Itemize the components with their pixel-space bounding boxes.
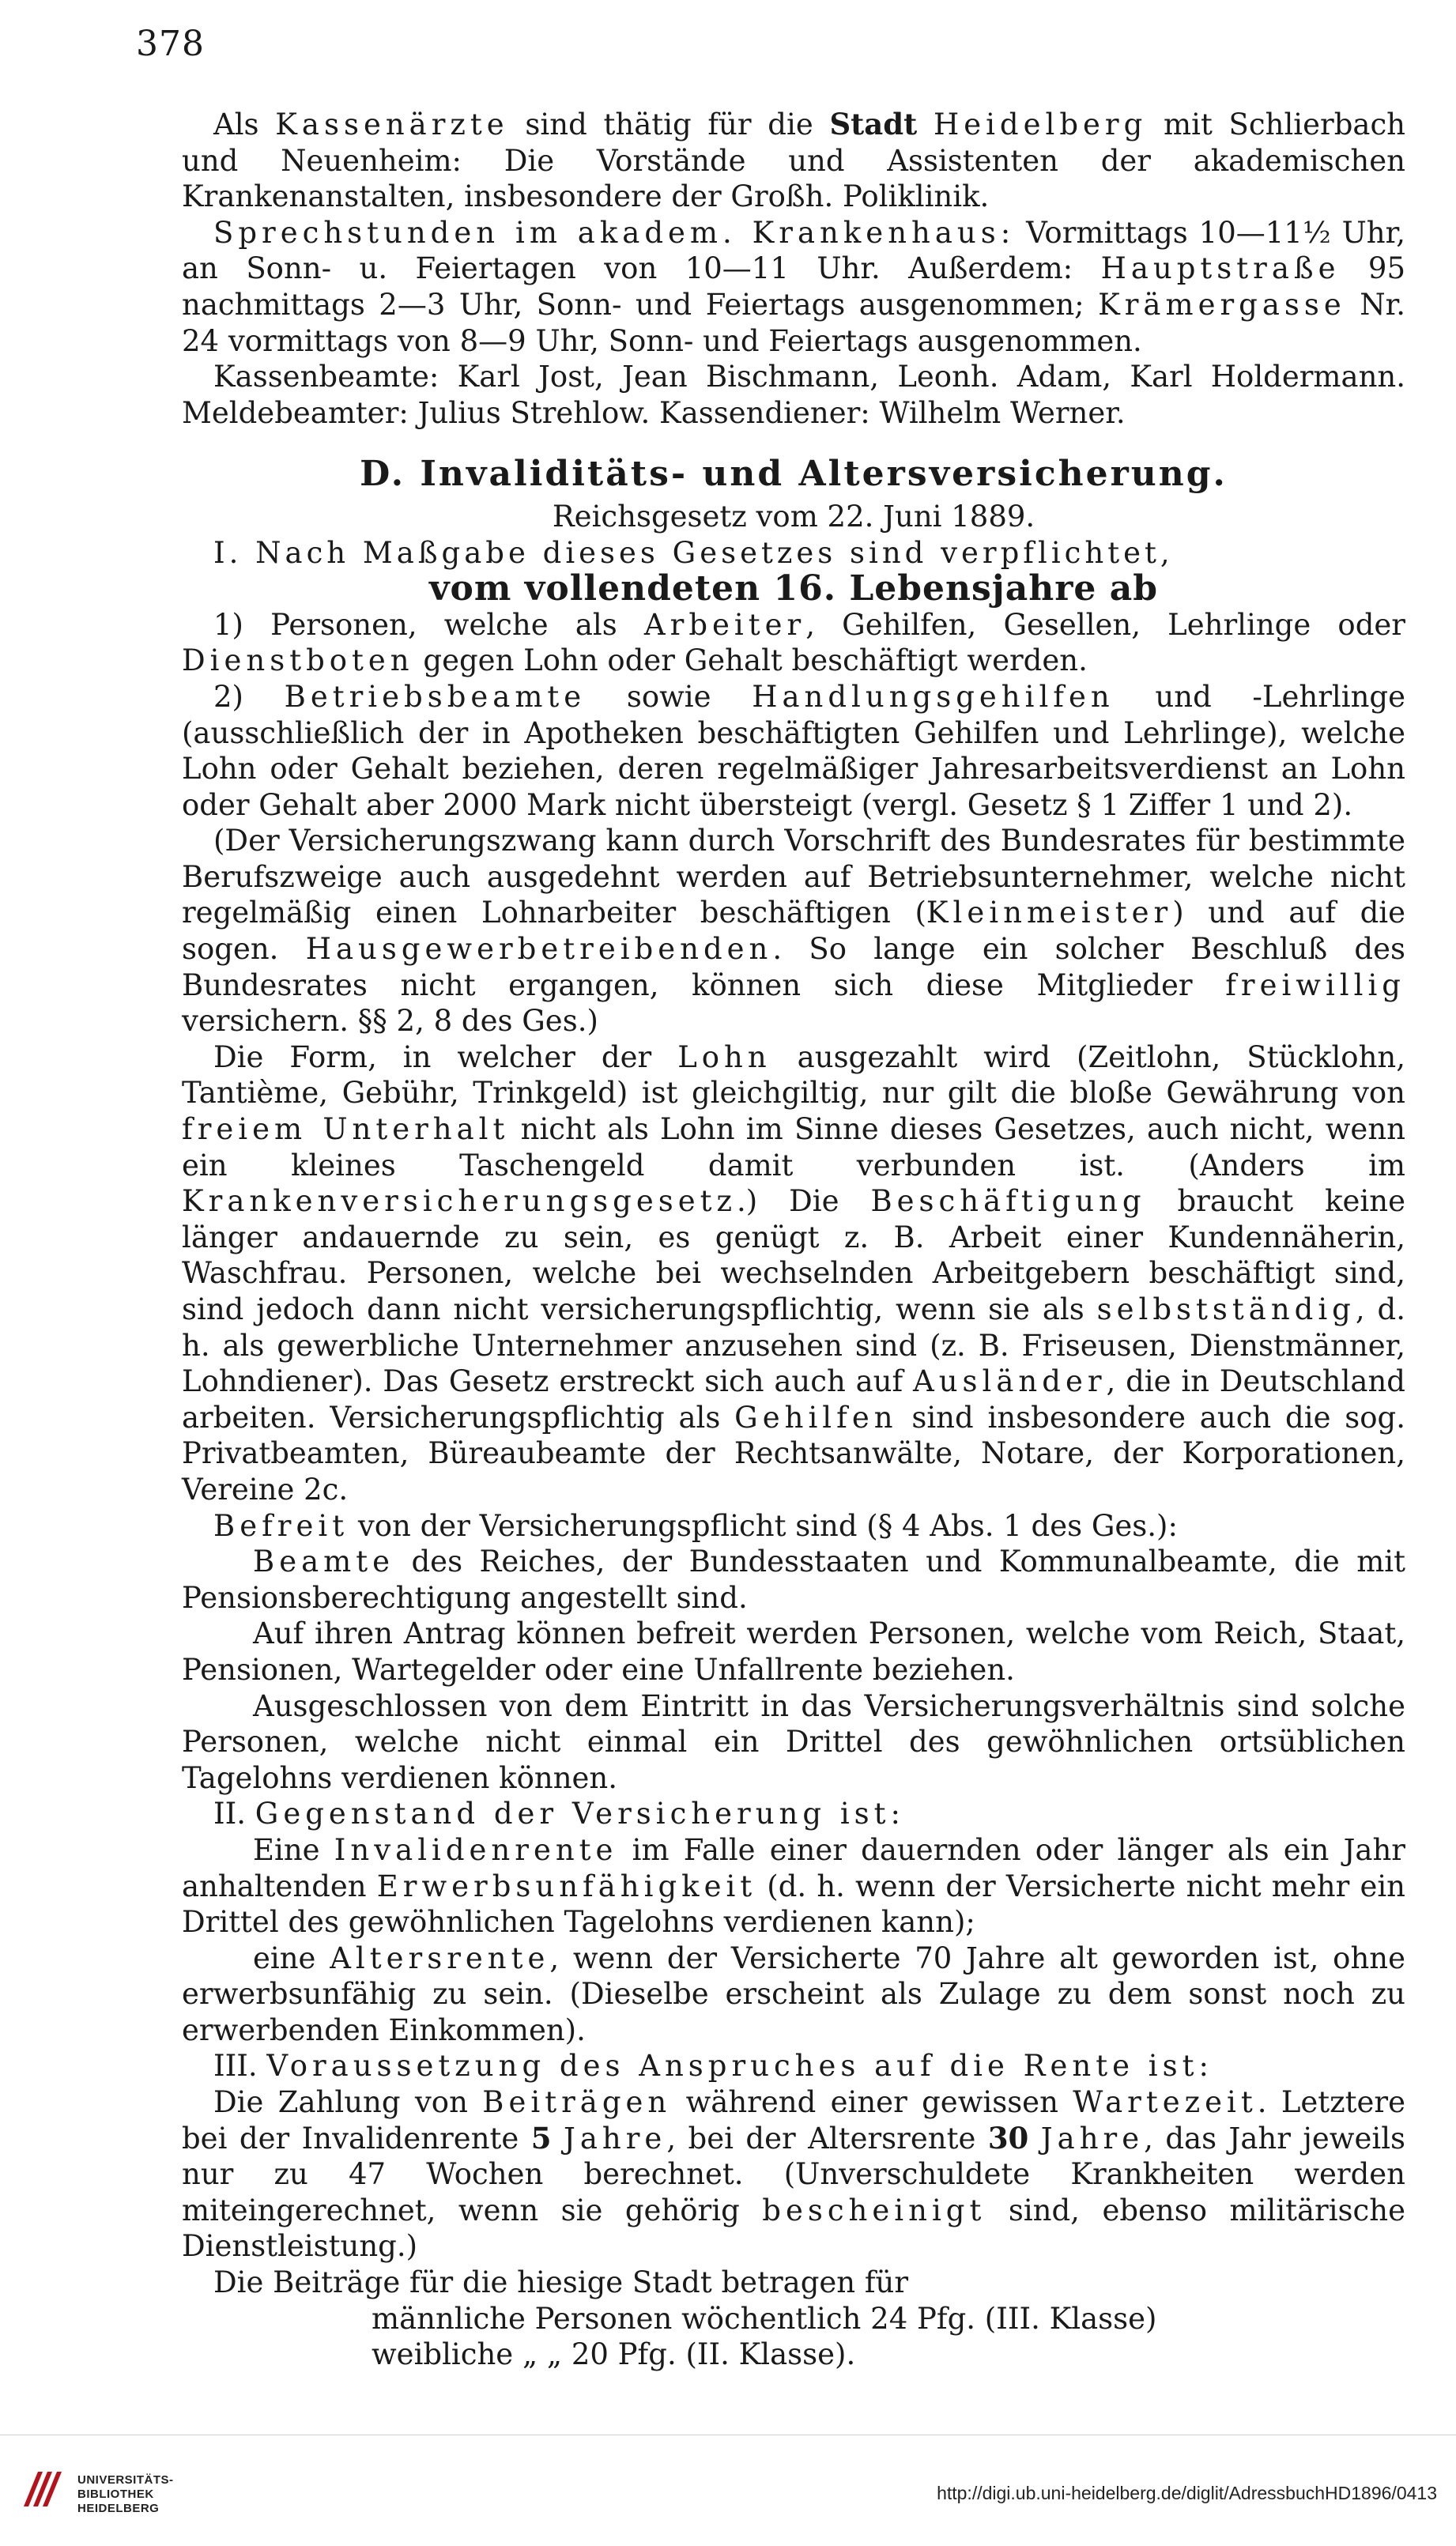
rate-line-female: weibliche „ „ 20 Pfg. (II. Klasse). xyxy=(372,2337,856,2372)
insurance-paragraph: 1) Personen, welche als Arbeiter, Gehilfen, Gesellen, Lehrlinge oder Dienstboten gegen Lohn oder Gehalt beschäftigt werden. xyxy=(182,607,1405,678)
insurance-paragraph: eine Altersrente, wenn der Versicherte 70 Jahre alt geworden ist, ohne erwerbsunfähig zu sein. (Dieselbe erscheint als Zulage zu dem sonst noch zu erwerbenden Einkommen). xyxy=(182,1941,1405,2047)
kasse-paragraph: Als Kassenärzte sind thätig für die Stadt Heidelberg mit Schlierbach und Neuenheim: Die Vorstände und Assistenten der akademischen Krankenanstalten, insbesondere der Großh. Poliklinik. xyxy=(182,107,1405,214)
source-url-link[interactable]: http://digi.ub.uni-heidelberg.de/diglit/AdressbuchHD1896/0413 xyxy=(937,2483,1437,2503)
page-content xyxy=(182,107,1405,2373)
insurance-paragraph: Auf ihren Antrag können befreit werden Personen, welche vom Reich, Staat, Pensionen, Wartegelder oder eine Unfallrente beziehen. xyxy=(182,1616,1405,1687)
footer-bar xyxy=(0,2435,1456,2546)
kasse-paragraph: Kassenbeamte: Karl Jost, Jean Bischmann, Leonh. Adam, Karl Holdermann. Meldebeamter: Julius Strehlow. Kassendiener: Wilhelm Werner. xyxy=(182,360,1405,430)
kasse-paragraph: Sprechstunden im akadem. Krankenhaus: Vormittags 10—11½ Uhr, an Sonn- u. Feiertagen von 10—11 Uhr. Außerdem: Hauptstraße 95 nachmittags 2—3 Uhr, Sonn- und Feiertags ausgenommen; Krämergasse Nr. 24 vormittags von 8—9 Uhr, Sonn- und Feiertags ausgenommen. xyxy=(182,215,1406,358)
insurance-paragraph: 2) Betriebsbeamte sowie Handlungsgehilfen und -Lehrlinge (ausschließlich der in Apotheken beschäftigten Gehilfen und Lehrlinge), welche Lohn oder Gehalt beziehen, deren regelmäßiger Jahresarbeitsverdienst an Lohn oder Gehalt aber 2000 Mark nicht übersteigt (vergl. Gesetz § 1 Ziffer 1 und 2). xyxy=(182,679,1405,822)
insurance-paragraph: II. Gegenstand der Versicherung ist: xyxy=(213,1797,905,1831)
insurance-paragraph: Die Zahlung von Beiträgen während einer gewissen Wartezeit. Letztere bei der Invalidenrente 5 Jahre, bei der Altersrente 30 Jahre, das Jahr jeweils nur zu 47 Wochen berechnet. (Unverschuldete Krankheiten werden miteingerechnet, wenn sie gehörig bescheinigt sind, ebenso militärische Dienstleistung.) xyxy=(182,2085,1406,2264)
age-heading: vom vollendeten 16. Lebensjahre ab xyxy=(428,568,1158,609)
insurance-paragraph: Die Form, in welcher der Lohn ausgezahlt wird (Zeitlohn, Stücklohn, Tantième, Gebühr, Trinkgeld) ist gleichgiltig, nur gilt die bloße Gewährung von freiem Unterhalt nicht als Lohn im Sinne dieses Gesetzes, auch nicht, wenn ein kleines Taschengeld damit verbunden ist. (Anders im Krankenversicherungsgesetz.) Die Beschäftigung braucht keine länger andauernde zu sein, es genügt z. B. Arbeit einer Kundennäherin, Waschfrau. Personen, welche bei wechselnden Arbeitgebern beschäftigt sind, sind jedoch dann nicht versicherungspflichtig, wenn sie als selbstständig, d. h. als gewerbliche Unternehmer anzusehen sind (z. B. Friseusen, Dienstmänner, Lohndiener). Das Gesetz erstreckt sich auch auf Ausländer, die in Deutschland arbeiten. Versicherungspflichtig als Gehilfen sind insbesondere auch die sog. Privatbeamten, Büreaubeamte der Rechtsanwälte, Notare, der Korporationen, Vereine 2c. xyxy=(182,1039,1405,1507)
section-heading: D. Invaliditäts- und Altersversicherung. xyxy=(360,454,1228,495)
insurance-paragraph: III. Voraussetzung des Anspruches auf die Rente ist: xyxy=(213,2049,1213,2084)
insurance-paragraph: Eine Invalidenrente im Falle einer dauernden oder länger als ein Jahr anhaltenden Erwerbsunfähigkeit (d. h. wenn der Versicherte nicht mehr ein Drittel des gewöhnlichen Tagelohns verdienen kann); xyxy=(182,1832,1405,1940)
insurance-paragraph: Befreit von der Versicherungspflicht sind (§ 4 Abs. 1 des Ges.): xyxy=(213,1508,1178,1543)
university-library-logo-icon xyxy=(19,2467,65,2513)
law-reference: Reichsgesetz vom 22. Juni 1889. xyxy=(552,499,1035,534)
insurance-paragraph: (Der Versicherungszwang kann durch Vorschrift des Bundesrates für bestimmte Berufszweige auch ausgedehnt werden auf Betriebsunternehmer, welche nicht regelmäßig einen Lohnarbeiter beschäftigen (Kleinmeister) und auf die sogen. Hausgewerbetreibenden. So lange ein solcher Beschluß des Bundesrates nicht ergangen, können sich diese Mitglieder freiwillig versichern. §§ 2, 8 des Ges.) xyxy=(182,824,1406,1039)
intro-line: I. Nach Maßgabe dieses Gesetzes sind verpflichtet, xyxy=(213,535,1174,570)
insurance-paragraph: Die Beiträge für die hiesige Stadt betragen für xyxy=(213,2265,909,2300)
top-paragraphs xyxy=(182,107,1405,431)
logo-line-3: HEIDELBERG xyxy=(77,2502,160,2515)
page-number: 378 xyxy=(136,24,205,64)
logo-line-1: UNIVERSITÄTS- xyxy=(77,2473,174,2487)
insurance-paragraph: Ausgeschlossen von dem Eintritt in das Versicherungsverhältnis sind solche Personen, welche nicht einmal ein Drittel des gewöhnlichen ortsüblichen Tagelohns verdienen können. xyxy=(182,1688,1405,1795)
insurance-paragraph: Beamte des Reiches, der Bundesstaaten und Kommunalbeamte, die mit Pensionsberechtigung angestellt sind. xyxy=(182,1545,1405,1615)
library-logo-text xyxy=(77,2473,174,2516)
rate-line-male: männliche Personen wöchentlich 24 Pfg. (III. Klasse) xyxy=(372,2301,1157,2336)
body-paragraphs xyxy=(182,607,1405,2301)
logo-line-2: BIBLIOTHEK xyxy=(77,2488,154,2501)
